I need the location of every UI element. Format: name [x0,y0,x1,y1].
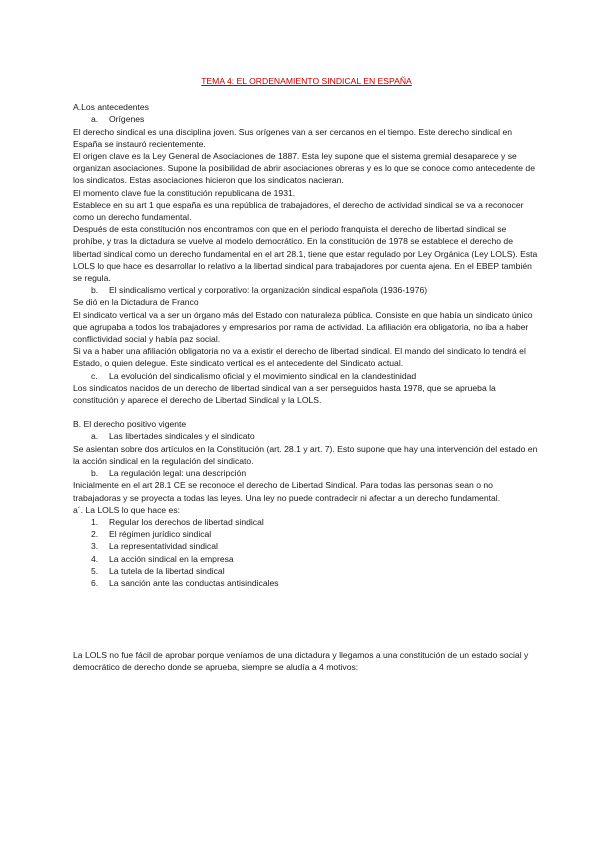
section-b-sub-a [73,430,540,442]
list-item-number: 2. [91,529,99,540]
paragraph: El momento clave fue la constitución republicana de 1931. [73,187,296,198]
sub-label: Las libertades sindicales y el sindicato [109,431,255,442]
list-item [91,516,540,528]
list-item-text: La sanción ante las conductas antisindicales [109,577,279,588]
lols-list [73,516,540,589]
sub-letter: a. [91,114,99,125]
paragraph: El derecho sindical es una disciplina joven. Sus orígenes van a ser cercanos en el tiempo. Este derecho sindical en España se instauró recientemente. [73,126,513,149]
list-item [91,553,540,565]
section-b-heading: B. El derecho positivo vigente [73,419,187,430]
paragraph: Se asientan sobre dos artículos en la Constitución (art. 28.1 y art. 7). Esto supone que hay una intervención del estado en la acción sindical en la regulación del sindicato. [73,443,538,466]
paragraph: Si va a haber una afiliación obligatoria no va a existir el derecho de libertad sindical. El mando del sindicato lo tendrá el Estado, o quien delegue. Este sindicato vertical es el antecedente del Sindicato actual. [73,346,526,369]
sub-label: La evolución del sindicalismo oficial y el movimiento sindical en la clandestinidad [109,370,417,381]
paragraph: Se dió en la Dictadura de Franco [73,297,199,308]
paragraph: La LOLS no fue fácil de aprobar porque veníamos de una dictadura y llegamos a una constitución de un estado social y democrático de derecho donde se aprueba, siempre se aludía a 4 motivos: [73,650,529,673]
section-a-heading: A.Los antecedentes [73,102,149,113]
sub-letter: a. [91,431,99,442]
sub-label: Orígenes [109,114,145,125]
sub-letter: b. [91,285,99,296]
sub-letter: c. [91,370,98,381]
list-item-number: 6. [91,577,99,588]
list-item-text: La tutela de la libertad sindical [109,565,225,576]
list-item [91,577,540,589]
paragraph: El sindicato vertical va a ser un órgano más del Estado con naturaleza pública. Consiste en que había un sindicato único que agrupaba a todos los trabajadores y empresarios por rama de actividad. La afiliación era obligatoria, no iba a haber conflictividad social y había paz social. [73,309,533,345]
section-a-sub-b [73,284,540,296]
sub-label: El sindicalismo vertical y corporativo: la organización sindical española (1936-1976) [109,285,428,296]
list-item-text: La acción sindical en la empresa [109,553,234,564]
list-item-number: 4. [91,553,99,564]
list-item-number: 1. [91,516,99,527]
spacer [73,589,540,649]
list-item [91,540,540,552]
list-item [91,528,540,540]
paragraph: Después de esta constitución nos encontramos con que en el periodo franquista el derecho de libertad sindical se prohíbe, y tras la dictadura se vuelve al modelo democrático. En la constitución de 1978 se establece el derecho de libertad sindical como un derecho fundamental en el art 28.1, tiene que estar regulado por Ley Orgánica (Ley LOLS). Esta LOLS lo que hace es desarrollar lo relativo a la libertad sindical para trabajadores por cuenta ajena. En el EBEP también se regula. [73,224,538,284]
list-item [91,565,540,577]
lols-intro: a´. La LOLS lo que hace es: [73,504,181,515]
paragraph: Inicialmente en el art 28.1 CE se reconoce el derecho de Libertad Sindical. Para todas las personas sean o no trabajadoras y se proyecta a todas las leyes. Una ley no puede contradecir ni afectar a un derecho fundamental. [73,480,501,503]
paragraph: Los sindicatos nacidos de un derecho de libertad sindical van a ser perseguidos hasta 1978, que se aprueba la constitución y aparece el derecho de Libertad Sindical y la LOLS. [73,382,496,406]
list-item-text: Regular los derechos de libertad sindical [109,516,264,527]
paragraph: Establece en su art 1 que españa es una república de trabajadores, el derecho de actividad sindical se va a reconocer como un derecho fundamental. [73,199,524,223]
list-item-number: 5. [91,565,99,576]
sub-label: La regulación legal: una descripción [109,468,247,479]
paragraph: El origen clave es la Ley General de Asociaciones de 1887. Esta ley supone que el sistema gremial desaparece y se organizan asociaciones. Supone la posibilidad de abrir asociaciones obreras y es lo que se conoce como antecedente de los sindicatos. Estas asociaciones hicieron que los sindicatos nacieran. [73,151,535,186]
list-item-text: La representatividad sindical [109,541,218,552]
document-title: TEMA 4: EL ORDENAMIENTO SINDICAL EN ESPAÑA [201,76,412,86]
sub-letter: b. [91,468,99,479]
section-a-sub-c [73,370,540,382]
section-b-sub-b [73,467,540,479]
list-item-number: 3. [91,541,99,552]
list-item-text: El régimen jurídico sindical [109,529,212,540]
section-a-sub-a [73,113,540,125]
spacer [73,406,540,418]
